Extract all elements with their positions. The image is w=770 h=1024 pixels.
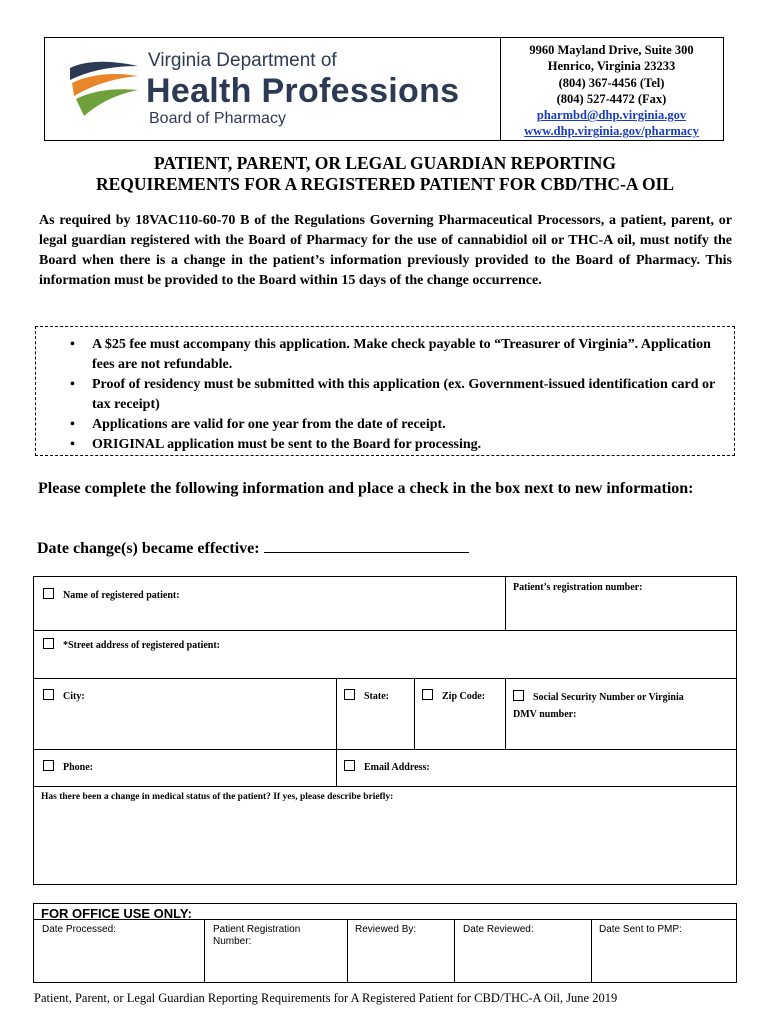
date-change-label: Date change(s) became effective:: [37, 540, 260, 557]
office-use-heading: FOR OFFICE USE ONLY:: [41, 906, 192, 921]
ssn-dmv-field[interactable]: [513, 689, 684, 723]
col-divider: [204, 919, 205, 982]
field-label: Social Security Number or Virginia: [533, 692, 684, 703]
list-item: [56, 435, 716, 455]
field-label: Name of registered patient:: [63, 590, 180, 601]
row-divider: [34, 630, 736, 631]
state-field[interactable]: [344, 689, 389, 702]
address-line-1: 9960 Mayland Drive, Suite 300: [529, 43, 694, 57]
phone-tel: (804) 367-4456 (Tel): [558, 75, 665, 90]
field-label: DMV number:: [513, 709, 577, 720]
col-divider: [505, 577, 506, 630]
note-text: A $25 fee must accompany this application. Make check payable to “Treasurer of Virginia”. Application fees are not refundable.: [92, 337, 711, 372]
col-divider: [347, 919, 348, 982]
logo-line-board: Board of Pharmacy: [149, 110, 286, 127]
address-line-2: Henrico, Virginia 23233: [547, 59, 676, 74]
swoosh-logo-icon: [66, 50, 144, 134]
street-address-field[interactable]: [43, 638, 220, 651]
date-change-input[interactable]: [264, 537, 469, 553]
label-line: Number:: [213, 936, 252, 947]
bullet-icon: •: [70, 377, 75, 392]
col-divider: [591, 919, 592, 982]
checkbox[interactable]: [43, 689, 54, 700]
col-divider: [414, 678, 415, 749]
title-line-2: REQUIREMENTS FOR A REGISTERED PATIENT FOR CBD/THC-A OIL: [95, 174, 675, 194]
checkbox[interactable]: [344, 760, 355, 771]
note-text: ORIGINAL application must be sent to the Board for processing.: [92, 437, 482, 452]
instructions: Please complete the following information and place a check in the box next to new information:: [38, 480, 694, 497]
email-link[interactable]: pharmbd@dhp.virginia.gov: [536, 108, 687, 123]
email-field[interactable]: [344, 760, 430, 773]
checkbox[interactable]: [43, 588, 54, 599]
checkbox[interactable]: [43, 760, 54, 771]
patient-registration-label: [213, 924, 300, 948]
field-label: Zip Code:: [442, 691, 486, 702]
list-item: [56, 335, 716, 375]
requirements-list: [56, 335, 716, 455]
checkbox[interactable]: [43, 638, 54, 649]
title-line-1: PATIENT, PARENT, OR LEGAL GUARDIAN REPORTING: [153, 153, 617, 173]
date-change-row: [37, 537, 469, 558]
checkbox[interactable]: [344, 689, 355, 700]
logo-line-agency: Virginia Department of: [148, 50, 337, 71]
field-label: Has there been a change in medical status of the patient? If yes, please describe briefly:: [41, 792, 394, 802]
date-processed-label: Date Processed:: [42, 924, 116, 935]
zip-code-field[interactable]: [422, 689, 485, 702]
field-label: *Street address of registered patient:: [63, 640, 221, 651]
field-label: Email Address:: [364, 762, 430, 773]
website-link[interactable]: www.dhp.virginia.gov/pharmacy: [524, 124, 699, 139]
date-reviewed-label: Date Reviewed:: [463, 924, 534, 935]
row-divider: [34, 786, 736, 787]
patient-info-form: [33, 576, 737, 885]
field-label: City:: [63, 691, 85, 702]
checkbox[interactable]: [422, 689, 433, 700]
list-item: [56, 375, 716, 415]
bullet-icon: •: [70, 417, 75, 432]
reviewed-by-label: Reviewed By:: [355, 924, 417, 935]
field-label: State:: [364, 691, 389, 702]
registration-number-field[interactable]: [513, 582, 642, 593]
patient-name-field[interactable]: [43, 588, 180, 601]
row-divider: [34, 749, 736, 750]
col-divider: [336, 678, 337, 786]
date-sent-pmp-label: Date Sent to PMP:: [599, 924, 682, 935]
logo-line-name: Health Professions: [146, 72, 460, 110]
col-divider: [454, 919, 455, 982]
dhp-logo: [66, 46, 486, 134]
col-divider: [505, 678, 506, 749]
document-title: [30, 153, 740, 195]
label-line: Patient Registration: [213, 924, 301, 935]
medical-status-field[interactable]: [41, 792, 393, 802]
field-label: Phone:: [63, 762, 93, 773]
row-divider: [34, 678, 736, 679]
bullet-icon: •: [70, 337, 75, 352]
list-item: [56, 415, 716, 435]
intro-paragraph: As required by 18VAC110-60-70 B of the Regulations Governing Pharmaceutical Processors, a patient, parent, or legal guardian registered with the Board of Pharmacy for the use of cannabidiol oil or THC-A oil, must notify the Board when there is a change in the patient’s information previously provided to the Board of Pharmacy. This information must be provided to the Board within 15 days of the change occurrence.: [39, 213, 732, 288]
phone-field[interactable]: [43, 760, 93, 773]
phone-fax: (804) 527-4472 (Fax): [556, 91, 667, 106]
checkbox[interactable]: [513, 690, 524, 701]
note-text: Applications are valid for one year from the date of receipt.: [92, 417, 446, 432]
bullet-icon: •: [70, 437, 75, 452]
page-footer: Patient, Parent, or Legal Guardian Reporting Requirements for A Registered Patient for CBD/THC-A Oil, June 2019: [34, 991, 618, 1005]
contact-block: [500, 38, 722, 140]
field-label: Patient’s registration number:: [513, 582, 643, 593]
note-text: Proof of residency must be submitted with this application (ex. Government-issued identification card or tax receipt): [92, 377, 715, 412]
city-field[interactable]: [43, 689, 85, 702]
